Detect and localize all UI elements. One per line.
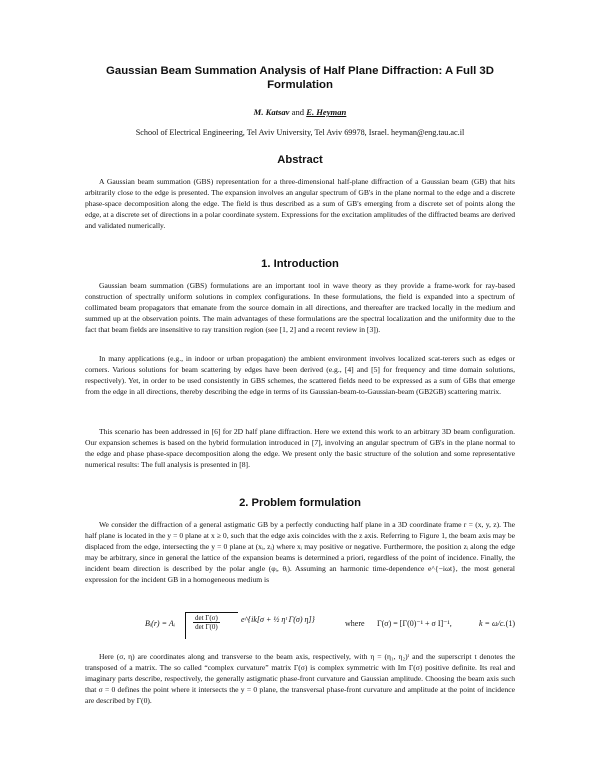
equation-gamma-definition: Γ(σ) = [Γ(0)⁻¹ + σ I]⁻¹, bbox=[377, 619, 452, 628]
problem-paragraph-1: We consider the diffraction of a general astigmatic GB by a perfectly conducting half plane in a 3D coordinate frame r = (x, y, z). The half plane is located in the y = 0 plane at x ≥ 0, such that the edge axis coincides with the z axis. Referring to Figure 1, the beam axis may be displaced from the edge, intersecting the y = 0 plane at (xᵢ, zᵢ) where xᵢ may positive or negative. Furthermore, the position zᵢ along the edge may be arbitrary, since in general the lattice of the expansion beams is determined a priori, regardless of the point of incidence. Finally, the incident beam direction is described by the polar angle (φᵢ, θᵢ). Assuming an harmonic time-dependence e^{−iωt}, the most general expression for the incident GB in a homogeneous medium is bbox=[85, 520, 515, 584]
paper-title: Gaussian Beam Summation Analysis of Half Plane Diffraction: A Full 3D Formulation bbox=[106, 65, 494, 91]
problem-paragraph-2: Here (σ, η) are coordinates along and transverse to the beam axis, respectively, with η = (η₁, η₂)ᵗ and the superscript t denotes the transposed of a matrix. The so called “complex curvature” matrix Γ(σ) is complex symmetric with Im Γ(σ) positive definite. Its real and imaginary parts describe, respectively, the generally astigmatic phase-front curvature and Gaussian amplitude. Choosing the beam axis such that σ = 0 defines the point where it intersects the y = 0 plane, the transversal phase-front curvature and amplitude at the point of incidence are described by Γ(0). bbox=[85, 652, 515, 705]
affiliation: School of Electrical Engineering, Tel Aviv University, Tel Aviv 69978, Israel. heyman@eng.tau.ac.il bbox=[135, 128, 465, 137]
equation-k-definition: k = ω/c. bbox=[479, 619, 506, 628]
equation-exponential: e^{ik[σ + ½ ηᵗ Γ(σ) η]} bbox=[241, 615, 315, 624]
equation-lhs: Bᵢ(r) = Aᵢ bbox=[145, 619, 175, 628]
equation-denominator: det Γ(0) bbox=[195, 623, 218, 631]
abstract-text: A Gaussian beam summation (GBS) representation for a three-dimensional half-plane diffraction of a Gaussian beam (GB) that hits arbitrarily close to the edge is presented. The expansion involves an angular spectrum of GB's in the plane normal to the edge and a discrete phase-space decomposition along the edge. The field is thus described as a sum of GB's emerging from a discrete set of points along the edge, at a discrete set of directions in a polar coordinate system. Expressions for the excitation amplitudes of the diffracted beams are derived and validated numerically. bbox=[85, 177, 515, 230]
author-separator: and bbox=[291, 107, 305, 117]
equation-number: (1) bbox=[505, 619, 515, 628]
equation-where: where bbox=[345, 619, 365, 628]
intro-paragraph-1: Gaussian beam summation (GBS) formulations are an important tool in wave theory as they provide a frame-work for ray-based construction of spectrally uniform solutions in complex configurations. In these formulations, the field is expanded into a spectrum of collimated beam propagators that emanate from the source domain in all directions, and thereafter are tracked locally in the medium and summed up at the observation points. The main advantages of these formulations are the spectral localization and the uniformity due to the fact that beam fields are insensitive to ray transition region (see [1, 2] and a recent review in [3]). bbox=[85, 281, 515, 334]
equation-fraction bbox=[193, 614, 220, 631]
intro-paragraph-3: This scenario has been addressed in [6] for 2D half plane diffraction. Here we extend this work to an arbitrary 3D beam configuration. Our expansion schemes is based on the hybrid formulation introduced in [7], involving an angular spectrum of GB's in the plane normal to the edge and phase phase-space decomposition along the edge. We present only the basic structure of the solution and some representative numerical results: The full analysis is presented in [8]. bbox=[85, 427, 515, 469]
intro-paragraph-2: In many applications (e.g., in indoor or urban propagation) the ambient environment involves localized scat-terers such as edges or corners. Various solutions for beam scattering by edges have been derived (e.g., [4] and [5] for frequency and time domain solutions, respectively). Yet, in order to be used consistently in GBS schemes, the scattered fields need to be expressed as a sum of GBs that emerge from the edge in all directions, thereby describing the edge in terms of its Gaussian-beam-to-Gaussian-beam (GB2GB) scattering matrix. bbox=[85, 354, 515, 396]
equation-numerator: det Γ(σ) bbox=[195, 614, 218, 622]
section-introduction-heading: 1. Introduction bbox=[261, 258, 339, 270]
equation-1 bbox=[85, 614, 515, 642]
abstract-heading: Abstract bbox=[277, 154, 323, 166]
author-heyman: E. Heyman bbox=[306, 107, 347, 117]
section-problem-formulation-heading: 2. Problem formulation bbox=[239, 497, 361, 509]
author-katsav: M. Katsav bbox=[253, 107, 290, 117]
author-line bbox=[0, 107, 600, 117]
